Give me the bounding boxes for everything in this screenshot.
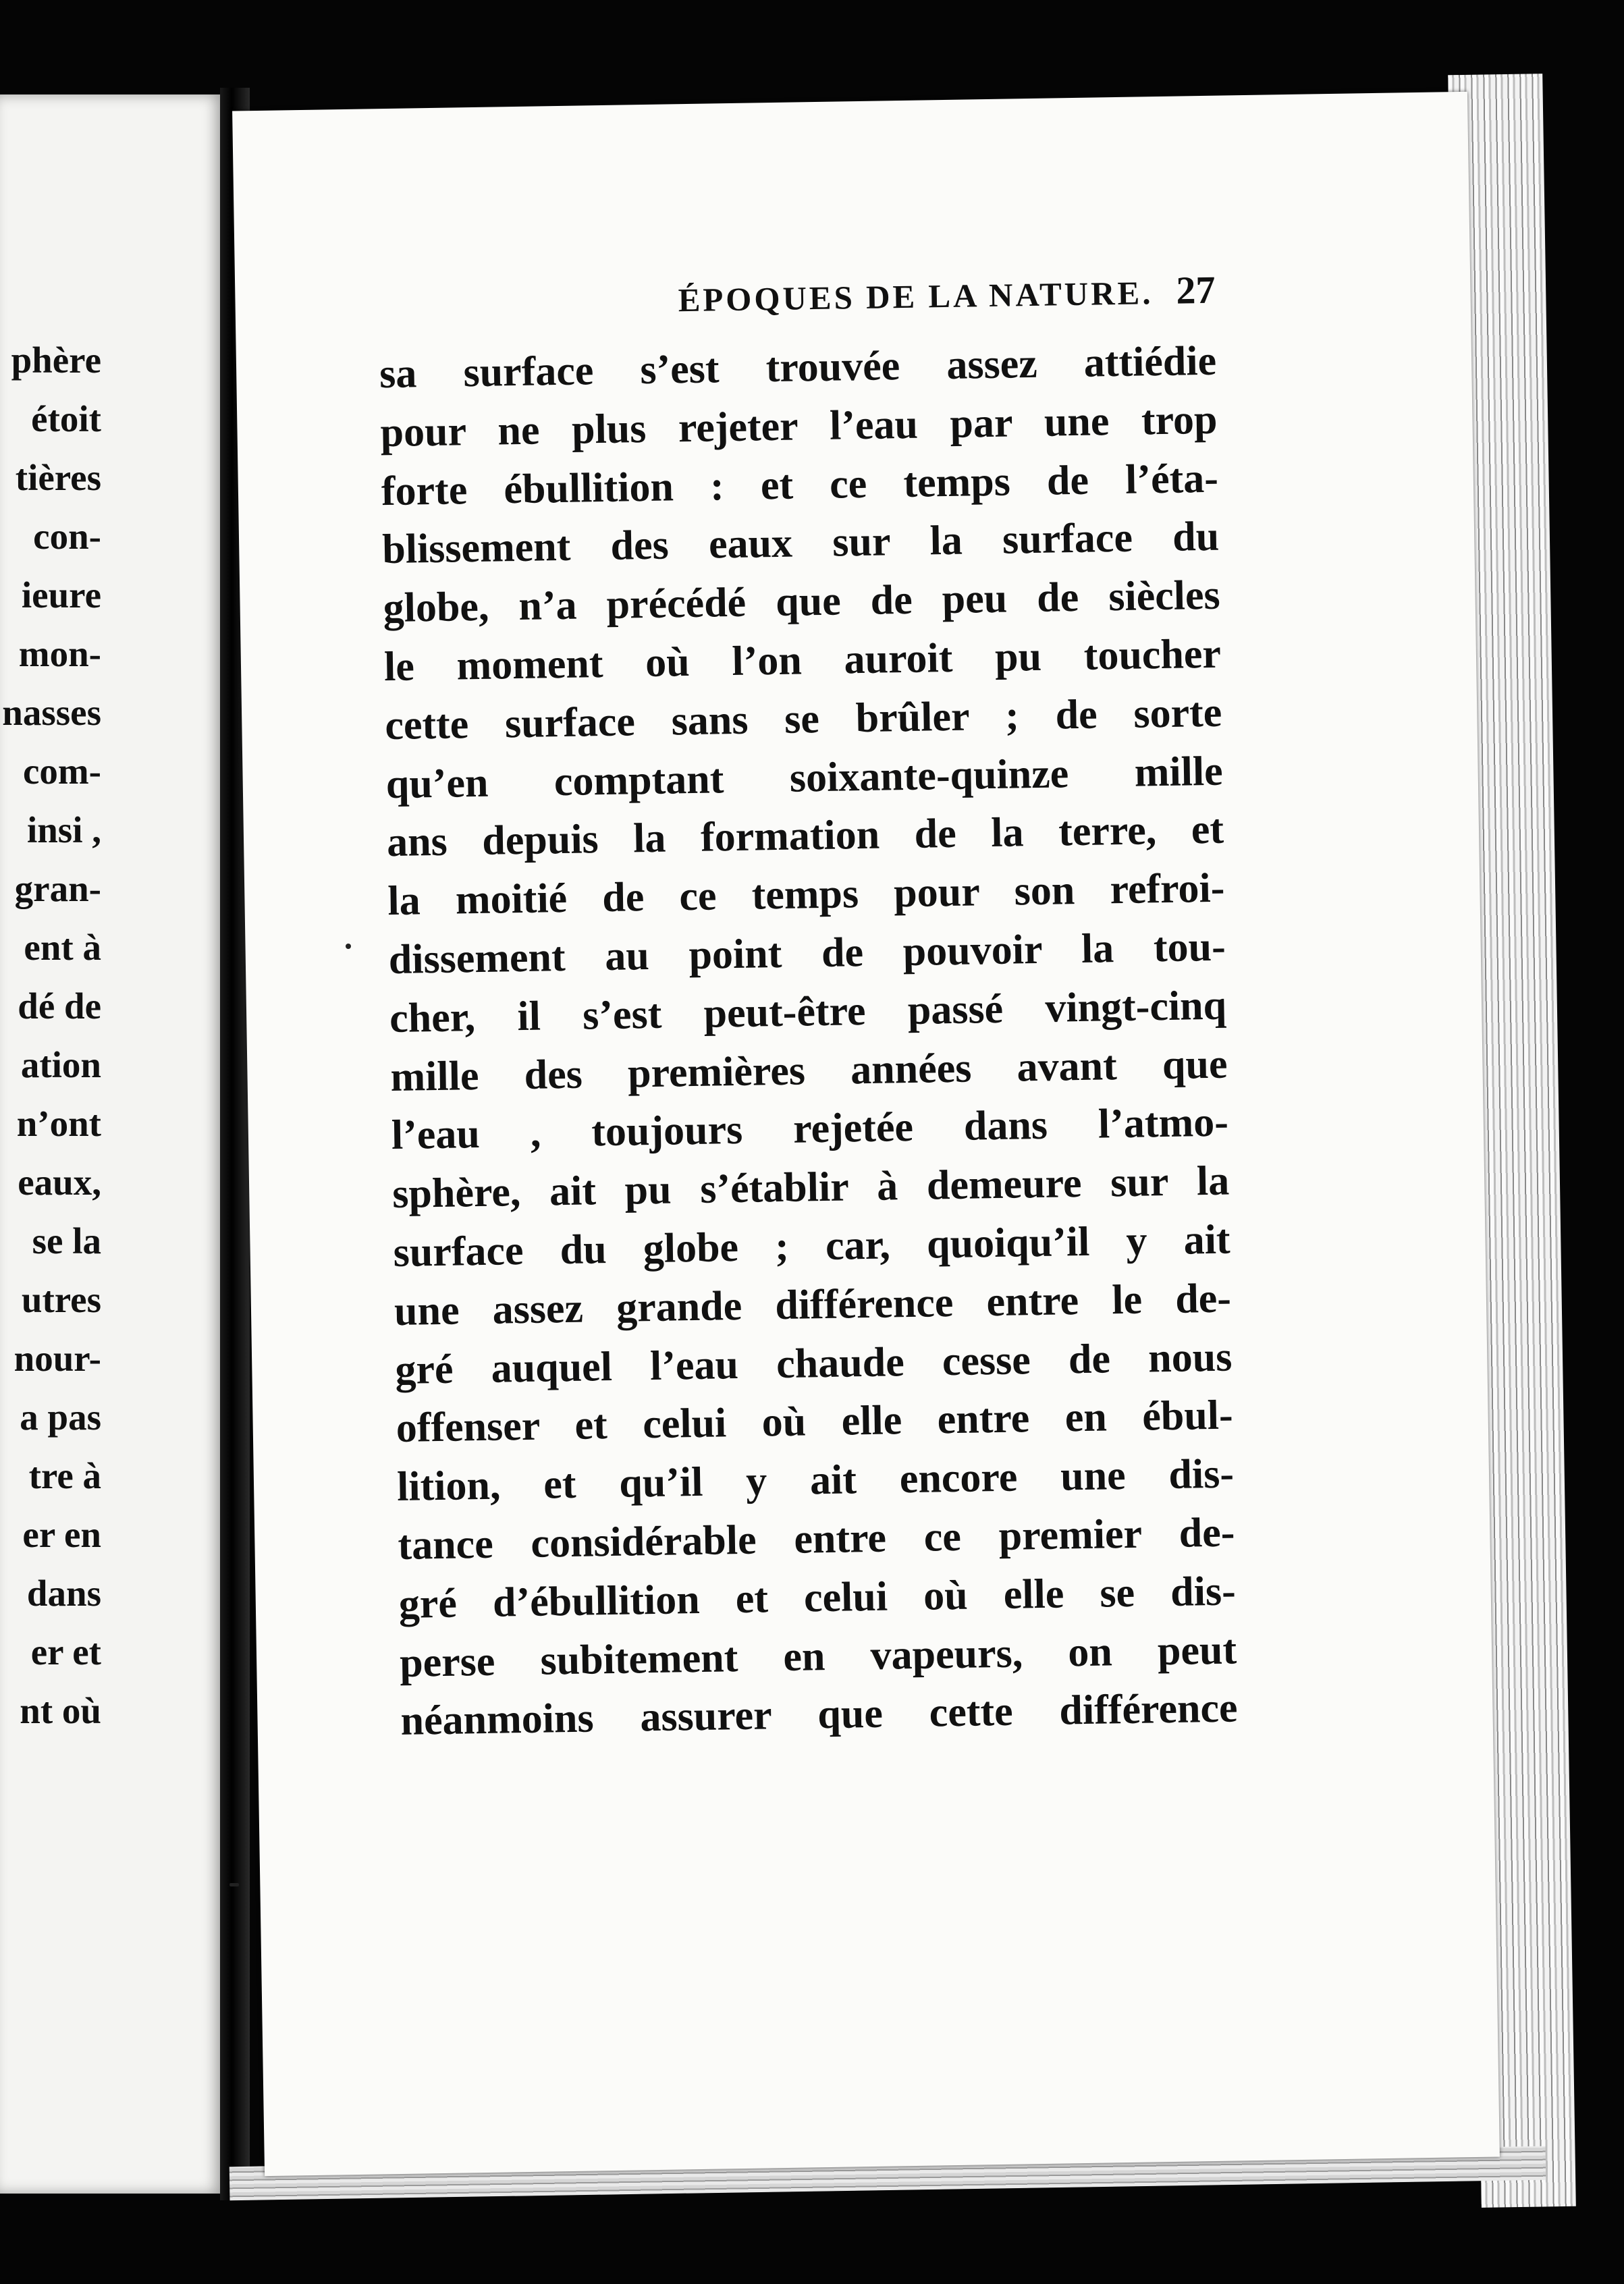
facing-line: insi , <box>26 809 101 850</box>
page-text-block <box>378 267 1238 1751</box>
text-line: dissement au point de pouvoir la tou- <box>388 923 1226 983</box>
facing-line: utres <box>21 1279 101 1320</box>
text-line: blissement des eaux sur la surface du <box>381 514 1220 573</box>
text-line: cette surface sans se brûler ; de sorte <box>384 689 1222 749</box>
text-line: le moment où l’on auroit pu toucher <box>383 630 1222 690</box>
facing-line: con- <box>33 516 101 557</box>
text-line: surface du globe ; car, quoiqu’il y ait <box>393 1216 1231 1276</box>
ink-speck <box>229 1883 239 1886</box>
text-line: l’eau , toujours rejetée dans l’atmo- <box>391 1099 1229 1159</box>
text-line: lition, et qu’il y ait encore une dis- <box>396 1450 1235 1511</box>
facing-line: dé de <box>18 985 101 1027</box>
facing-line: gran- <box>14 868 101 909</box>
facing-line: ation <box>20 1044 101 1085</box>
page-number: 27 <box>1175 267 1216 312</box>
facing-line: se la <box>32 1220 101 1261</box>
text-line: néanmoins assurer que cette différence <box>400 1685 1238 1745</box>
text-line: forte ébullition : et ce temps de l’éta- <box>381 455 1219 514</box>
facing-page <box>0 94 223 2194</box>
facing-line: mon- <box>18 633 101 674</box>
text-line: ans depuis la formation de la terre, et <box>386 806 1224 866</box>
running-head <box>459 267 1216 344</box>
facing-line: a pas <box>20 1396 101 1438</box>
facing-page-text <box>0 331 223 1740</box>
facing-line: ent à <box>24 927 101 968</box>
text-line: offenser et celui où elle entre en ébul- <box>396 1392 1234 1452</box>
facing-line: tières <box>15 457 101 498</box>
text-line: une assez grande différence entre le de- <box>394 1275 1232 1334</box>
facing-line: er en <box>22 1514 101 1555</box>
body-text <box>379 332 1239 1751</box>
text-line: globe, n’a précédé que de peu de siècles <box>383 572 1221 632</box>
ink-speck <box>346 944 351 949</box>
facing-line: étoit <box>31 398 101 439</box>
facing-line: nasses <box>2 692 101 733</box>
facing-line: phère <box>11 339 101 381</box>
text-line: sphère, ait pu s’établir à demeure sur la <box>391 1158 1230 1218</box>
facing-line: dans <box>26 1573 101 1614</box>
facing-line: nour- <box>13 1338 101 1379</box>
facing-line: eaux, <box>18 1162 101 1203</box>
facing-line: nt où <box>20 1690 101 1731</box>
text-line: perse subitement en vapeurs, on peut <box>399 1627 1237 1686</box>
facing-line: er et <box>30 1631 101 1673</box>
text-line: gré auquel l’eau chaude cesse de nous <box>394 1334 1233 1393</box>
facing-line: tre à <box>28 1455 101 1496</box>
facing-line: ieure <box>21 574 101 616</box>
text-line: cher, il s’est peut-être passé vingt-cinq <box>389 982 1227 1041</box>
text-line: la moitié de ce temps pour son refroi- <box>387 865 1225 925</box>
text-line: sa surface s’est trouvée assez attiédie <box>379 337 1217 398</box>
running-head-title: ÉPOQUES DE LA NATURE. <box>678 274 1154 319</box>
main-page <box>232 92 1500 2176</box>
facing-line: n’ont <box>16 1103 101 1144</box>
text-line: mille des premières années avant que <box>390 1041 1228 1100</box>
text-line: pour ne plus rejeter l’eau par une trop <box>380 396 1218 456</box>
text-line: tance considérable entre ce premier de- <box>397 1509 1235 1569</box>
facing-line: com- <box>22 751 101 792</box>
text-line: gré d’ébullition et celui où elle se dis- <box>398 1568 1237 1627</box>
text-line: qu’en comptant soixante-quinze mille <box>385 748 1224 807</box>
